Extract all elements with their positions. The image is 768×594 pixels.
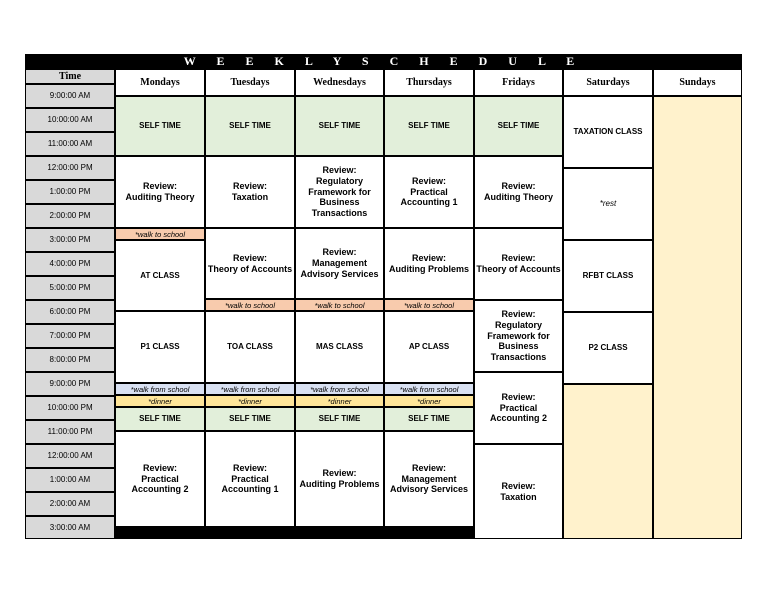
review-block: Review: Regulatory Framework for Business Transactions	[295, 156, 384, 228]
review-block: Review: Auditing Theory	[115, 156, 205, 228]
self-time-block: SELF TIME	[295, 407, 384, 431]
walk-to-school-note: *walk to school	[295, 299, 384, 311]
walk-to-school-note: *walk to school	[384, 299, 474, 311]
review-block: Review: Practical Accounting 1	[205, 431, 295, 527]
day-header-sunday: Sundays	[653, 69, 742, 96]
self-time-block: SELF TIME	[295, 96, 384, 156]
dinner-note: *dinner	[384, 395, 474, 407]
class-block: MAS CLASS	[295, 311, 384, 383]
time-slot: 9:00:00 PM	[25, 372, 115, 396]
rest-note: *rest	[563, 168, 653, 240]
weekly-schedule	[25, 54, 742, 539]
bottom-bar	[115, 527, 474, 539]
schedule-title: W E E K L Y S C H E D U L E	[25, 54, 742, 69]
time-slot: 1:00:00 AM	[25, 468, 115, 492]
walk-from-school-note: *walk from school	[295, 383, 384, 395]
time-slot: 11:00:00 PM	[25, 420, 115, 444]
class-block: P2 CLASS	[563, 312, 653, 384]
review-block: Review: Taxation	[474, 444, 563, 539]
self-time-block: SELF TIME	[205, 96, 295, 156]
time-slot: 2:00:00 AM	[25, 492, 115, 516]
day-header-wednesday: Wednesdays	[295, 69, 384, 96]
self-time-block: SELF TIME	[474, 96, 563, 156]
self-time-block: SELF TIME	[205, 407, 295, 431]
time-slot: 8:00:00 PM	[25, 348, 115, 372]
time-slot: 12:00:00 AM	[25, 444, 115, 468]
time-slot: 3:00:00 PM	[25, 228, 115, 252]
day-header-monday: Mondays	[115, 69, 205, 96]
class-block: P1 CLASS	[115, 311, 205, 383]
class-block: TOA CLASS	[205, 311, 295, 383]
class-block: AP CLASS	[384, 311, 474, 383]
time-slot: 7:00:00 PM	[25, 324, 115, 348]
time-slot: 4:00:00 PM	[25, 252, 115, 276]
review-block: Review: Management Advisory Services	[295, 228, 384, 299]
day-header-tuesday: Tuesdays	[205, 69, 295, 96]
review-block: Review: Regulatory Framework for Business Transactions	[474, 300, 563, 372]
time-slot: 11:00:00 AM	[25, 132, 115, 156]
review-block: Review: Theory of Accounts	[474, 228, 563, 300]
class-block: AT CLASS	[115, 240, 205, 311]
dinner-note: *dinner	[205, 395, 295, 407]
day-header-friday: Fridays	[474, 69, 563, 96]
time-slot: 5:00:00 PM	[25, 276, 115, 300]
class-block: RFBT CLASS	[563, 240, 653, 312]
walk-to-school-note: *walk to school	[115, 228, 205, 240]
dinner-note: *dinner	[295, 395, 384, 407]
time-slot: 3:00:00 AM	[25, 516, 115, 539]
day-header-thursday: Thursdays	[384, 69, 474, 96]
self-time-block: SELF TIME	[384, 96, 474, 156]
review-block: Review: Auditing Problems	[384, 228, 474, 299]
time-slot: 6:00:00 PM	[25, 300, 115, 324]
self-time-block: SELF TIME	[115, 96, 205, 156]
review-block: Review: Theory of Accounts	[205, 228, 295, 299]
time-slot: 10:00:00 AM	[25, 108, 115, 132]
walk-from-school-note: *walk from school	[384, 383, 474, 395]
review-block: Review: Practical Accounting 2	[474, 372, 563, 444]
review-block: Review: Auditing Theory	[474, 156, 563, 228]
dinner-note: *dinner	[115, 395, 205, 407]
time-header: Time	[25, 69, 115, 84]
time-slot: 10:00:00 PM	[25, 396, 115, 420]
walk-from-school-note: *walk from school	[205, 383, 295, 395]
day-header-saturday: Saturdays	[563, 69, 653, 96]
self-time-block: SELF TIME	[115, 407, 205, 431]
time-slot: 1:00:00 PM	[25, 180, 115, 204]
review-block: Review: Management Advisory Services	[384, 431, 474, 527]
time-slot: 9:00:00 AM	[25, 84, 115, 108]
self-time-block: SELF TIME	[384, 407, 474, 431]
free-block	[563, 384, 653, 539]
review-block: Review: Taxation	[205, 156, 295, 228]
review-block: Review: Practical Accounting 2	[115, 431, 205, 527]
free-block	[653, 96, 742, 539]
walk-to-school-note: *walk to school	[205, 299, 295, 311]
walk-from-school-note: *walk from school	[115, 383, 205, 395]
time-slot: 12:00:00 PM	[25, 156, 115, 180]
class-block: TAXATION CLASS	[563, 96, 653, 168]
time-slot: 2:00:00 PM	[25, 204, 115, 228]
review-block: Review: Practical Accounting 1	[384, 156, 474, 228]
review-block: Review: Auditing Problems	[295, 431, 384, 527]
